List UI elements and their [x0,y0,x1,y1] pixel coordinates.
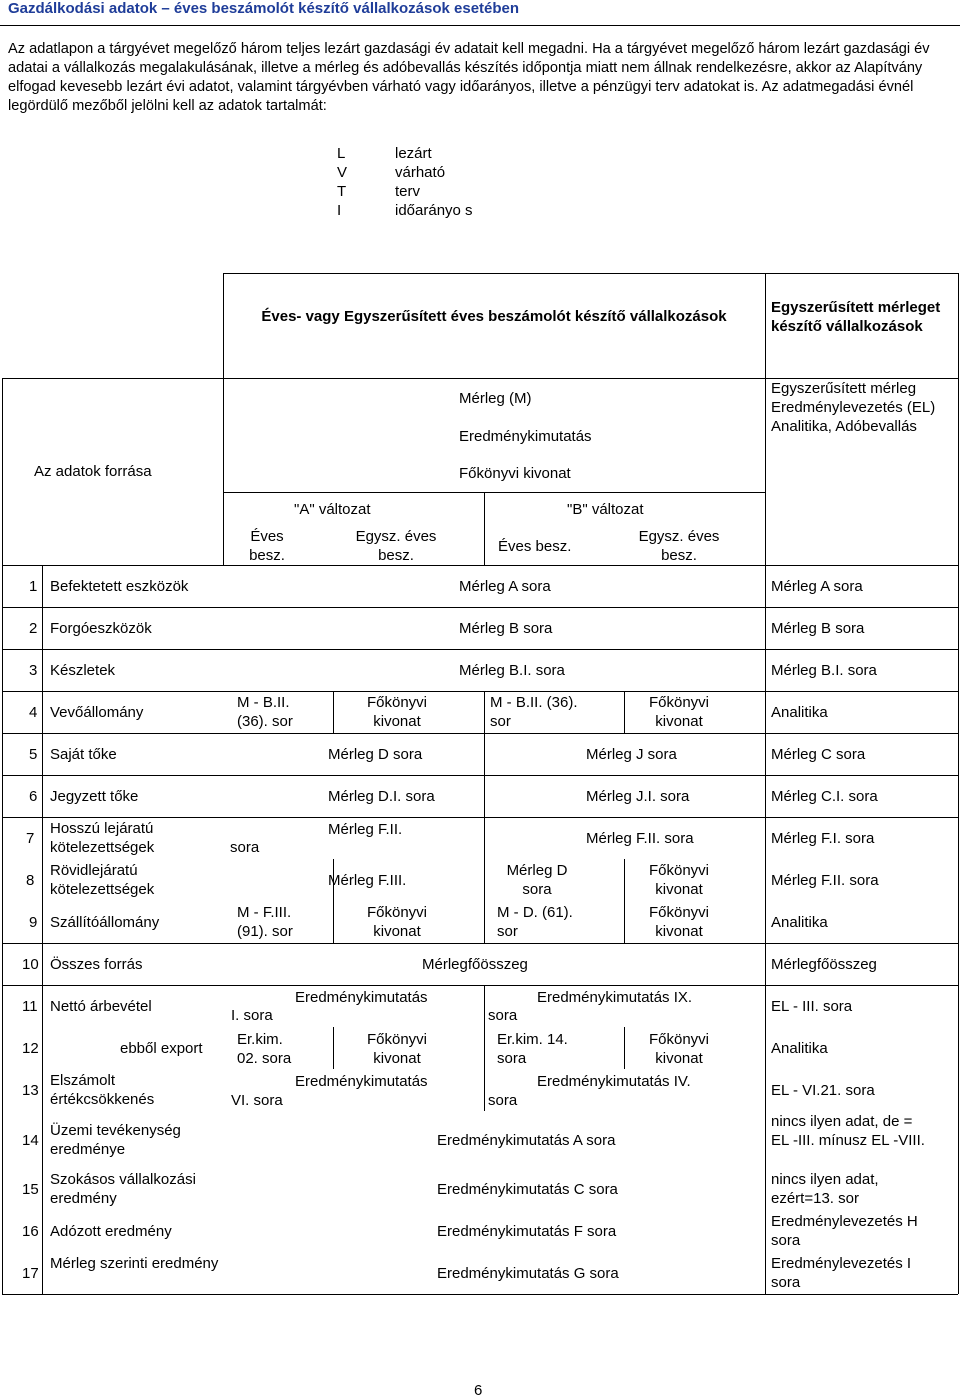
row-source: sora [488,1007,518,1024]
row-label: Összes forrás [50,956,143,973]
row-source: Főkönyvi kivonat [648,1031,710,1067]
row-source-right: Mérleg C sora [771,746,866,763]
row-source-right: nincs ilyen adat, ezért=13. sor [771,1171,879,1207]
source-item: Mérleg (M) [459,390,532,407]
row-source-right: nincs ilyen adat, de = EL -III. mínusz EL -VIII. [771,1113,925,1149]
legend-code: T [337,183,347,200]
header-main-title: Éves- vagy Egyszerűsített éves beszámolót készítő vállalkozások [261,308,727,325]
col-eves-b: Éves besz. [498,538,572,555]
legend-label: terv [395,183,421,200]
row-number: 3 [29,662,38,679]
header-right-title: Egyszerűsített mérleget készítő vállalkozások [771,299,941,335]
row-source: Mérleg J.I. sora [586,788,690,805]
row-number: 17 [22,1265,39,1282]
row-label: Saját tőke [50,746,117,763]
row-source: Főkönyvi kivonat [648,694,710,730]
row-source: Főkönyvi kivonat [366,694,428,730]
row-source-right: Mérleg B sora [771,620,865,637]
row-source-right: Mérleg C.I. sora [771,788,878,805]
row-label: Forgóeszközök [50,620,152,637]
page-title: Gazdálkodási adatok – éves beszámolót készítő vállalkozások esetében [8,0,520,17]
legend-code: L [337,145,346,162]
col-egysz-a: Egysz. éves besz. [355,528,437,564]
legend-label: várható [395,164,446,181]
row-label: Vevőállomány [50,704,144,721]
row-source: Eredménykimutatás A sora [437,1132,616,1149]
row-number: 1 [29,578,38,595]
row-source: Eredménykimutatás IV. [537,1073,691,1090]
row-number: 4 [29,704,38,721]
row-source: Eredménykimutatás F sora [437,1223,617,1240]
source-label: Az adatok forrása [34,463,152,480]
row-source: M - D. (61). sor [497,904,573,940]
row-label: Mérleg szerinti eredmény [50,1255,219,1272]
row-source: Főkönyvi kivonat [366,904,428,940]
row-source: M - F.III. (91). sor [237,904,293,940]
legend-label: lezárt [395,145,432,162]
row-label: ebből export [120,1040,203,1057]
row-source-right: Analitika [771,914,828,931]
intro-paragraph: Az adatlapon a tárgyévet megelőző három teljes lezárt gazdasági év adatait kell megadni. Ha a tárgyévet megelőző három lezárt gazdasági év adatai a vállalkozás megalakulásának, illetve a mérleg és adóbevallás készítés időpontja miatt nem állnak rendelkezésre, akkor az Alapítvány elfogad kevesebb lezárt évi adatot, valamint tárgyévben várható vagy időarányos, illetve a pénzügyi terv adatokat is. Az adatmegadási évnél legördülő mezőből jelölni kell az adatok tartalmát: [8,41,930,114]
row-number: 9 [29,914,38,931]
row-source: Mérleg B sora [459,620,553,637]
row-source: Mérleg D sora [506,862,568,898]
row-number: 12 [22,1040,39,1057]
source-item: Eredménykimutatás [459,428,592,445]
row-source-right: EL - III. sora [771,998,853,1015]
row-number: 10 [22,956,39,973]
row-source-right: Mérleg B.I. sora [771,662,877,679]
row-source: Eredménykimutatás [295,989,428,1006]
row-source-right: Eredménylevezetés I sora [771,1255,912,1291]
row-number: 6 [29,788,38,805]
legend-code: V [337,164,348,181]
row-source: Mérleg F.II. sora [586,830,694,847]
row-source: Főkönyvi kivonat [366,1031,428,1067]
row-number: 8 [26,872,35,889]
title-rule [0,25,960,26]
row-source-right: Mérleg F.II. sora [771,872,879,889]
row-number: 11 [22,998,38,1015]
row-label: Jegyzett tőke [50,788,139,805]
row-source: Mérleg F.III. [328,872,407,889]
row-label: Szokásos vállalkozási eredmény [50,1171,196,1207]
row-source-right: EL - VI.21. sora [771,1082,875,1099]
legend-label: időarányo s [395,202,473,219]
row-label: Szállítóállomány [50,914,160,931]
row-source: VI. sora [231,1092,283,1109]
row-source: Főkönyvi kivonat [648,904,710,940]
row-number: 13 [22,1082,39,1099]
row-source: Mérleg B.I. sora [459,662,565,679]
row-label: Nettó árbevétel [50,998,152,1015]
row-label: Elszámolt értékcsökkenés [50,1072,155,1108]
row-label: Rövidlejáratú kötelezettségek [50,862,155,898]
variant-a-label: "A" változat [294,501,371,518]
row-source: Főkönyvi kivonat [648,862,710,898]
row-source: M - B.II. (36). sor [237,694,293,730]
row-source: Eredménykimutatás [295,1073,428,1090]
row-number: 5 [29,746,38,763]
row-source: Mérlegfőösszeg [422,956,528,973]
row-source: Eredménykimutatás C sora [437,1181,618,1198]
row-source: sora [488,1092,518,1109]
row-number: 16 [22,1223,39,1240]
row-source-right: Mérlegfőösszeg [771,956,877,973]
row-source: Eredménykimutatás G sora [437,1265,619,1282]
row-number: 14 [22,1132,39,1149]
row-number: 2 [29,620,38,637]
legend-code: I [337,202,342,219]
row-source-right: Analitika [771,704,828,721]
col-egysz-b: Egysz. éves besz. [638,528,720,564]
row-source-right: Mérleg A sora [771,578,863,595]
row-source: sora [230,839,260,856]
page-number: 6 [474,1382,483,1399]
row-label: Készletek [50,662,116,679]
variant-b-label: "B" változat [567,501,644,518]
row-source: Mérleg D.I. sora [328,788,435,805]
row-source: I. sora [231,1007,273,1024]
row-source: Mérleg F.II. [328,821,403,838]
row-label: Hosszú lejáratú kötelezettségek [50,820,155,856]
row-label: Üzemi tevékenység eredménye [50,1122,181,1158]
row-source: Mérleg D sora [328,746,423,763]
row-source-right: Analitika [771,1040,828,1057]
row-source: M - B.II. (36). sor [490,694,578,730]
row-label: Adózott eredmény [50,1223,172,1240]
row-source-right: Eredménylevezetés H sora [771,1213,918,1249]
row-source: Mérleg A sora [459,578,551,595]
row-source: Mérleg J sora [586,746,677,763]
row-source-right: Mérleg F.I. sora [771,830,875,847]
source-item: Főkönyvi kivonat [459,465,571,482]
source-right: Egyszerűsített mérleg Eredménylevezetés (EL) Analitika, Adóbevallás [771,380,936,435]
col-eves-a: Éves besz. [249,528,285,564]
row-number: 7 [26,830,35,847]
row-label: Befektetett eszközök [50,578,189,595]
row-source: Er.kim. 14. sora [497,1031,568,1067]
row-number: 15 [22,1181,39,1198]
row-source: Eredménykimutatás IX. [537,989,693,1006]
row-source: Er.kim. 02. sora [237,1031,292,1067]
